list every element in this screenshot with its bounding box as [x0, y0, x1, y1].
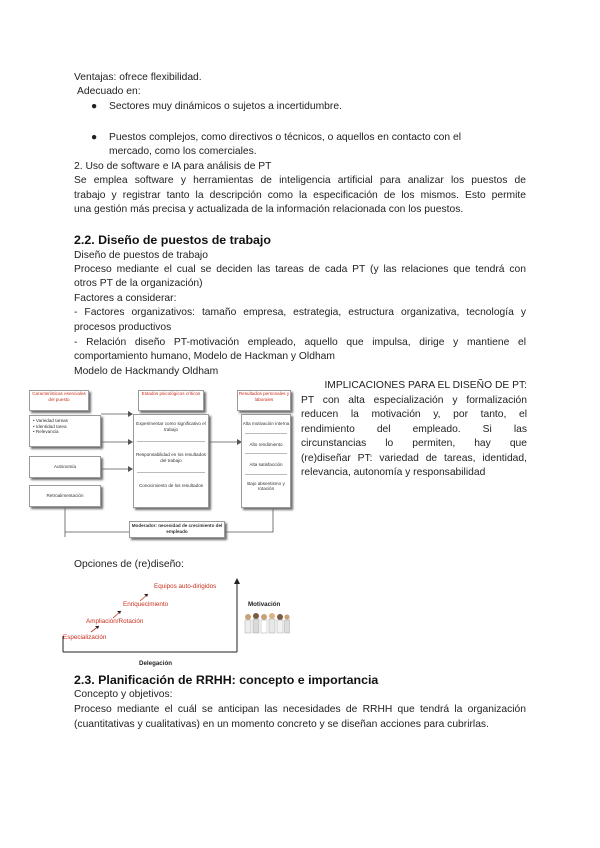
- software-paragraph-line-3: una gestión más precisa y actualizada de la información relacionada con los puestos.: [74, 204, 464, 215]
- bullet-item-2: Puestos complejos, como directivos o técnicos, o aquellos en contacto con el: [109, 132, 461, 143]
- state-1: Experimentar como significativo el trabajo: [136, 421, 206, 432]
- implications-line-3: rendimiento del empleado. Si las: [301, 423, 527, 435]
- option-especializacion: Especialización: [63, 634, 107, 641]
- implications-line-6: relevancia, autonomía y responsabilidad: [301, 467, 486, 479]
- software-title: 2. Uso de software e IA para análisis de PT: [74, 161, 272, 172]
- software-paragraph-line-1: Se emplea software y herramientas de inteligencia artificial para analizar los puestos de: [74, 175, 526, 186]
- section-2-2-heading: 2.2. Diseño de puestos de trabajo: [74, 233, 271, 247]
- results-box: [241, 414, 291, 508]
- factor-1-line-2: procesos productivos: [74, 322, 172, 333]
- software-paragraph-line-2: trabajo y registrar tanto la descripción como la especificación de los mismos. Esto permite: [74, 190, 526, 201]
- implications-line-1: PT con alta especialización y formalización: [301, 394, 527, 406]
- retroalimentacion-box: Retroalimentación: [29, 485, 101, 507]
- characteristic-item: • Identidad tarea: [33, 423, 67, 429]
- col3-header: Resultados personales y laborales: [237, 390, 291, 411]
- section-2-2-subtitle: Diseño de puestos de trabajo: [74, 250, 208, 261]
- psychological-states-box: [133, 414, 209, 508]
- option-equipos-autodirigidos: Equipos auto-dirigidos: [154, 583, 217, 590]
- bullet-dot-icon: ●: [91, 101, 98, 112]
- ventajas-line: Ventajas: ofrece flexibilidad.: [74, 72, 202, 83]
- bullet-item-2-cont: mercado, como los comerciales.: [109, 146, 257, 157]
- factores-label: Factores a considerar:: [74, 293, 177, 304]
- implications-line-2: reducen la motivación y, por tanto, el: [301, 409, 527, 421]
- implications-block: [301, 379, 527, 481]
- characteristic-item: • Relevancia: [33, 429, 59, 435]
- factor-2-line-2: comportamiento humano, Modelo de Hackman y Oldham: [74, 351, 335, 362]
- planning-line-2: (cuantitativas y cualitativas) en un momento concreto y se diseñan acciones para cubrirlas.: [74, 719, 489, 730]
- adecuado-line: Adecuado en:: [77, 86, 141, 97]
- characteristics-box: [29, 415, 101, 447]
- bullet-item-1: Sectores muy dinámicos o sujetos a incertidumbre.: [109, 101, 342, 112]
- moderator-box: Moderador: necesidad de crecimiento del empleado: [129, 521, 225, 538]
- state-2: Responsabilidad en los resultados del trabajo: [136, 452, 206, 463]
- result-3: Alta satisfacción: [249, 462, 283, 468]
- definition-line-1: Proceso mediante el cual se deciden las tareas de cada PT (y las relaciones que tendrá con: [74, 264, 526, 275]
- implications-line-5: (re)diseñar PT: variedad de tareas, identidad,: [301, 452, 527, 464]
- option-enriquecimiento: Enriquecimiento: [123, 601, 169, 608]
- section-2-3-subtitle: Concepto y objetivos:: [74, 689, 173, 700]
- redesign-options-diagram: [55, 574, 305, 670]
- result-1: Alta motivación interna: [242, 421, 290, 426]
- section-2-3-heading: 2.3. Planificación de RRHH: concepto e importancia: [74, 673, 379, 687]
- result-4: Bajo absentismo y rotación: [247, 480, 285, 492]
- x-axis-label: Delegación: [139, 660, 173, 667]
- definition-line-2: otros PT de la organización): [74, 278, 203, 289]
- state-3: Conocimiento de los resultados: [138, 483, 204, 489]
- characteristic-item: • Variedad tareas: [33, 418, 68, 423]
- y-axis-label: Motivación: [248, 601, 281, 608]
- factor-1-line-1: - Factores organizativos: tamaño empresa, estrategia, estructura organizativa, tecnología y: [74, 307, 526, 318]
- modelo-label: Modelo de Hackmandy Oldham: [74, 366, 219, 377]
- planning-line-1: Proceso mediante el cuál se anticipan las necesidades de RRHH que tendrá la organización: [74, 704, 526, 715]
- opciones-label: Opciones de (re)diseño:: [74, 559, 184, 570]
- result-2: Alto rendimiento: [249, 441, 283, 447]
- hackman-oldham-diagram: [25, 382, 297, 539]
- col2-header: Estados psicológicos críticos: [138, 390, 204, 411]
- option-ampliacion-rotacion: Ampliación/Rotación: [86, 618, 144, 625]
- team-people-icon: [243, 611, 291, 637]
- implications-line-4: circunstancias lo permiten, hay que: [301, 438, 527, 450]
- col1-header: Características esenciales del puesto: [29, 390, 89, 411]
- autonomia-box: Autonomía: [29, 456, 101, 478]
- implications-title: IMPLICACIONES PARA EL DISEÑO DE PT:: [324, 380, 527, 391]
- factor-2-line-1: - Relación diseño PT-motivación empleado, aquello que impulsa, dirige y mantiene el: [74, 337, 526, 348]
- bullet-dot-icon: ●: [91, 132, 98, 143]
